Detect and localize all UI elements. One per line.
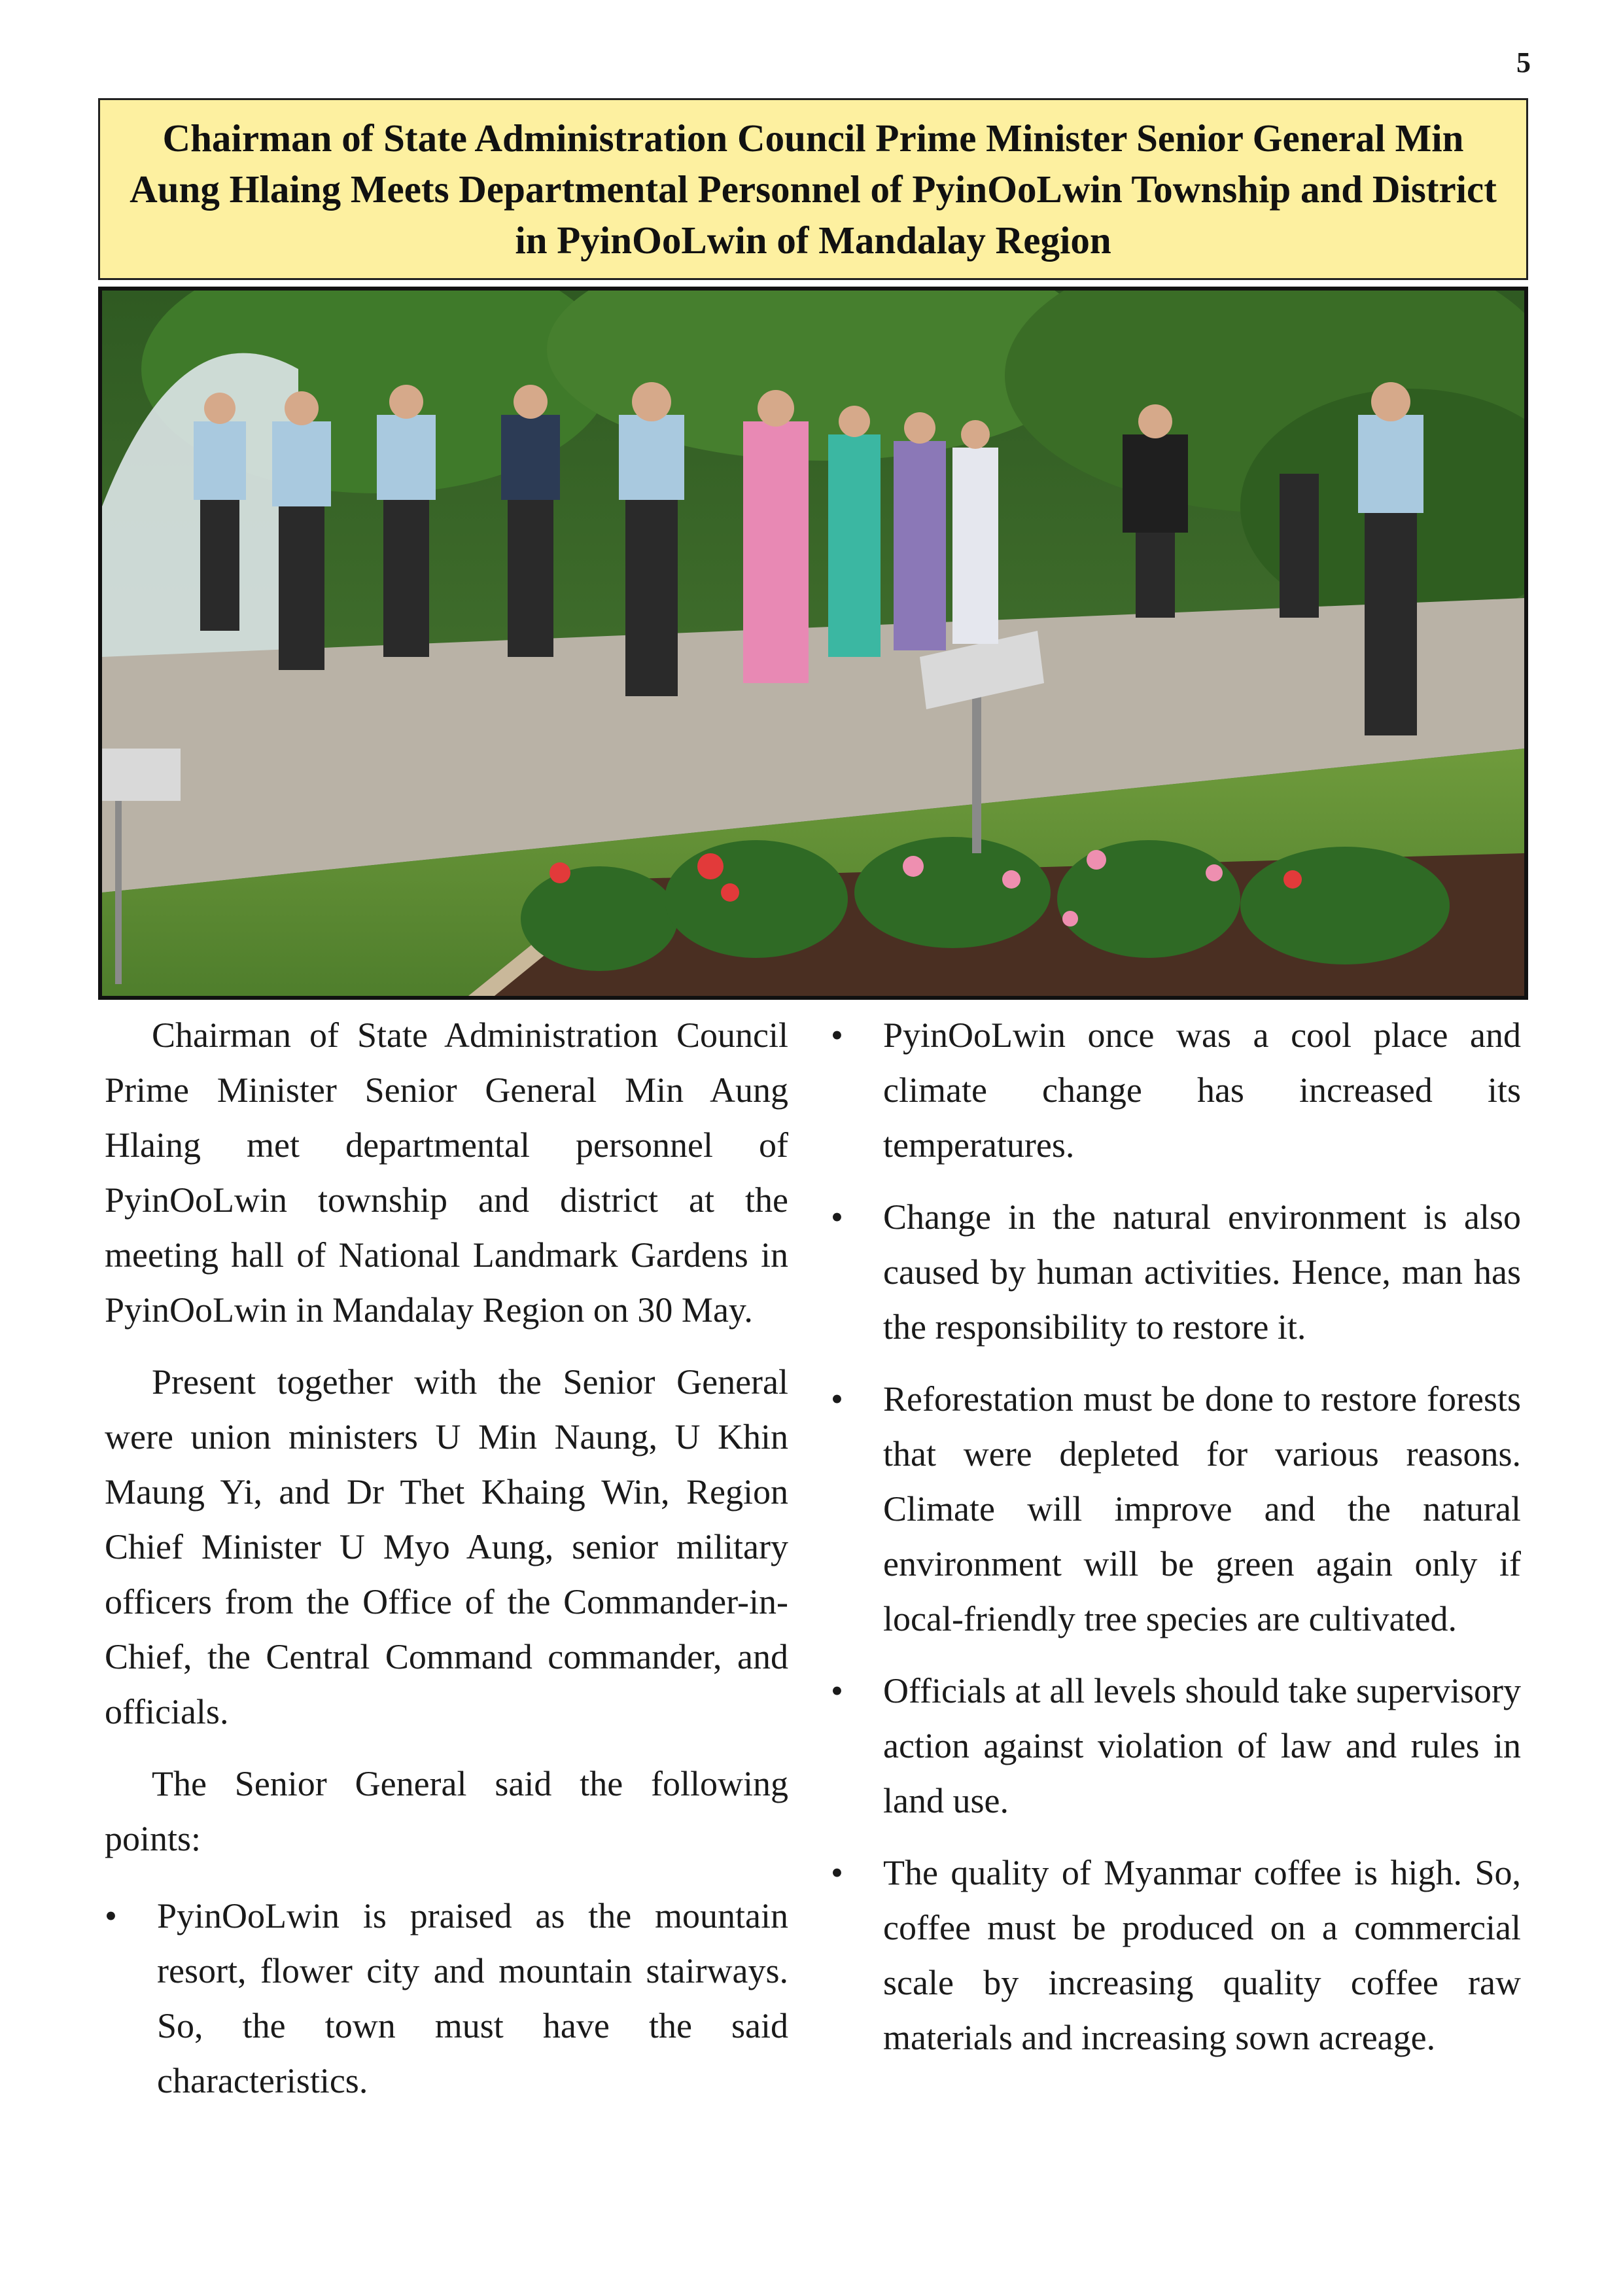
bullet-item: • Officials at all levels should take supervisory action against violation of law and rules in land use. — [831, 1663, 1521, 1828]
bullet-list — [831, 1008, 1521, 2065]
bullet-item: • The quality of Myanmar coffee is high. So, coffee must be produced on a commercial scale by increasing quality coffee raw materials and increasing sown acreage. — [831, 1845, 1521, 2065]
garden-photo-illustration — [102, 291, 1524, 996]
paragraph: Chairman of State Administration Council Prime Minister Senior General Min Aung Hlaing met departmental personnel of PyinOoLwin township and district at the meeting hall of National Landmark Gardens in PyinOoLwin in Mandalay Region on 30 May. — [105, 1016, 788, 1330]
bullet-list — [105, 1888, 788, 2108]
headline: Chairman of State Administration Council Prime Minister Senior General Min Aung Hlaing Meets Departmental Personnel of PyinOoLwin Township and District in PyinOoLwin of Mandalay Region — [130, 116, 1497, 262]
bullet-item: • PyinOoLwin once was a cool place and climate change has increased its temperatures. — [831, 1008, 1521, 1173]
paragraph: Present together with the Senior General were union ministers U Min Naung, U Khin Maung Yi, and Dr Thet Khaing Win, Region Chief Minister U Myo Aung, senior military officers from the Office of the Commander-in-Chief, the Central Command commander, and officials. — [105, 1362, 788, 1731]
right-column — [831, 1008, 1521, 2082]
page-number: 5 — [1516, 46, 1531, 79]
headline-box — [98, 98, 1528, 280]
news-photo — [98, 287, 1528, 1000]
paragraph: The Senior General said the following points: — [105, 1764, 788, 1858]
bullet-item: • Reforestation must be done to restore forests that were depleted for various reasons. Climate will improve and the natural environment will be green again only if local-friendly tree species are cultivated. — [831, 1371, 1521, 1646]
bullet-item: • Change in the natural environment is also caused by human activities. Hence, man has the responsibility to restore it. — [831, 1190, 1521, 1354]
bullet-item: • PyinOoLwin is praised as the mountain resort, flower city and mountain stairways. So, the town must have the said characteristics. — [105, 1888, 788, 2108]
left-column — [105, 1008, 788, 2125]
